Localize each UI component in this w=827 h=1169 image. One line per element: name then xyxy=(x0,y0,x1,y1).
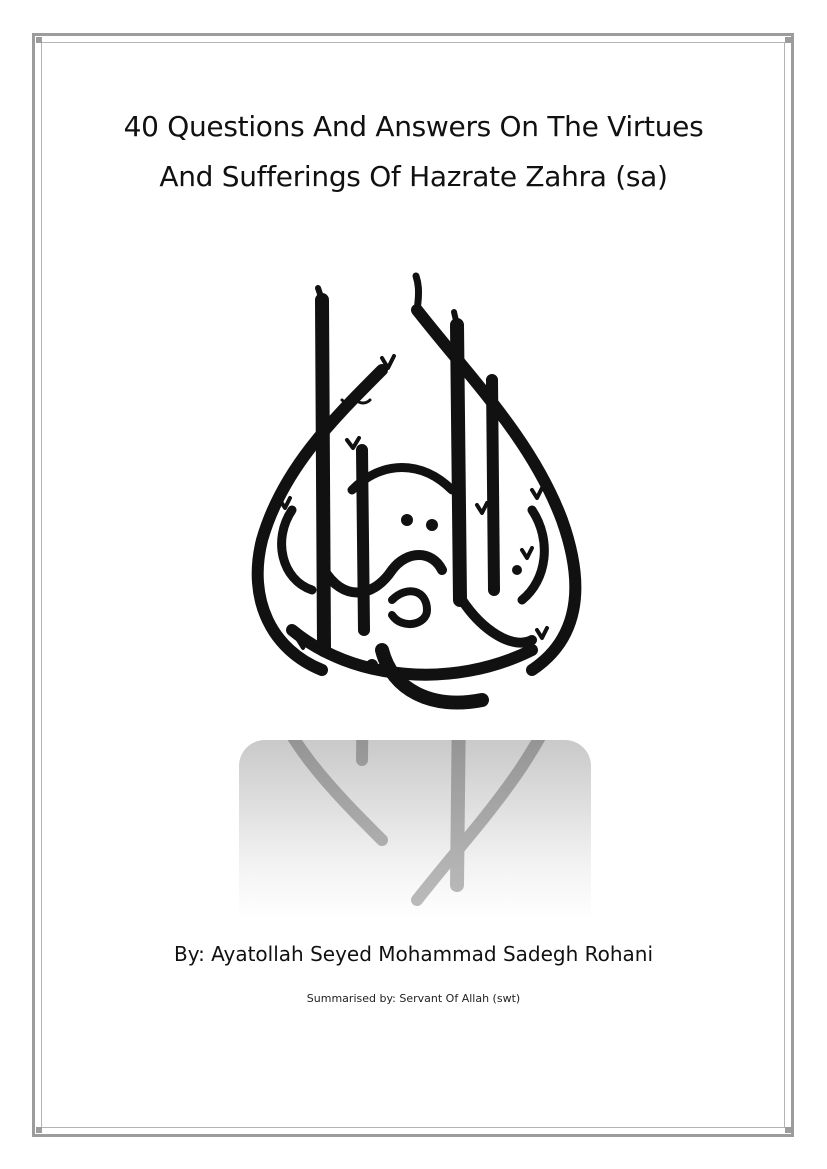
border-corner-bottom-left xyxy=(36,1127,42,1133)
reflection-strokes xyxy=(239,740,591,920)
calligraphy-strokes xyxy=(258,276,576,703)
title-line-1: 40 Questions And Answers On The Virtues xyxy=(123,110,704,143)
border-corner-top-right xyxy=(785,37,791,43)
summarised-by-line: Summarised by: Servant Of Allah (swt) xyxy=(306,992,521,1005)
title-line-2: And Sufferings Of Hazrate Zahra (sa) xyxy=(159,160,668,193)
author-line: By: Ayatollah Seyed Mohammad Sadegh Rohani xyxy=(173,942,654,966)
document-title xyxy=(60,102,767,202)
calligraphy-reflection xyxy=(239,740,591,920)
fatima-zahra-calligraphy xyxy=(232,270,596,740)
border-corner-top-left xyxy=(36,37,42,43)
border-corner-bottom-right xyxy=(785,1127,791,1133)
